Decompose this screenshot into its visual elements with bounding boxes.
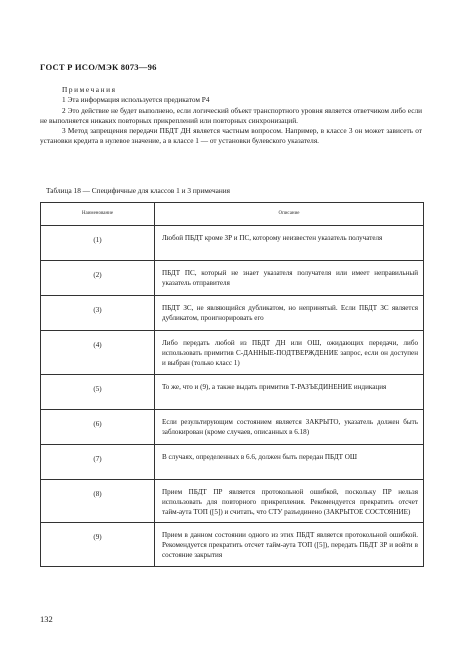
row-name: (7) bbox=[41, 444, 155, 479]
row-description: Либо передать любой из ПБДТ ДН или ОШ, ожидающих передачи, либо использовать примитив С-ДАННЫЕ-ПОДТВЕРЖДЕНИЕ запрос, если он доступен и выбран (только класс 1) bbox=[155, 331, 424, 375]
column-header-name: Наименование bbox=[41, 203, 155, 226]
table-header-row bbox=[41, 203, 424, 226]
row-description: ПБДТ ЗС, не являющийся дубликатом, но непринятый. Если ПБДТ ЗС является дубликатом, проигнорировать его bbox=[155, 296, 424, 331]
table-row bbox=[41, 296, 424, 331]
row-name: (4) bbox=[41, 331, 155, 375]
document-header: ГОСТ Р ИСО/МЭК 8073—96 bbox=[40, 62, 157, 72]
note-3: 3 Метод запрещения передачи ПБДТ ДН является частным вопросом. Например, в классе 3 он может зависеть от установки кредита в нулевое значение, а в классе 1 — от установки булевского указателя. bbox=[40, 126, 422, 146]
table-row bbox=[41, 261, 424, 296]
table-row bbox=[41, 226, 424, 261]
notes-title: Примечания bbox=[62, 85, 117, 94]
row-description: Любой ПБДТ кроме ЗР и ПС, которому неизвестен указатель получателя bbox=[155, 226, 424, 261]
row-description: Прием ПБДТ ПР является протокольной ошибкой, поскольку ПР нельзя использовать для повторного прикрепления. Рекомендуется прекратить отсчет тайм-аута ТОП ([5]) и считать, что СТУ разъединено (ЗАКРЫТОЕ СОСТОЯНИЕ) bbox=[155, 479, 424, 523]
row-name: (2) bbox=[41, 261, 155, 296]
table-row bbox=[41, 331, 424, 375]
row-description: Если результирующим состоянием является ЗАКРЫТО, указатель должен быть заблокирован (кроме случаев, описанных в 6.18) bbox=[155, 409, 424, 444]
row-name: (8) bbox=[41, 479, 155, 523]
row-description: ПБДТ ПС, который не знает указателя получателя или имеет неправильный указатель отправителя bbox=[155, 261, 424, 296]
class-notes-table bbox=[40, 202, 424, 567]
table-row bbox=[41, 479, 424, 523]
page-number: 132 bbox=[40, 614, 53, 624]
table-row bbox=[41, 444, 424, 479]
row-description: В случаях, определенных в 6.6, должен быть передан ПБДТ ОШ bbox=[155, 444, 424, 479]
note-2: 2 Это действие не будет выполнено, если логический объект транспортного уровня является ответчиком либо если не выполняется никаких повторных прикреплений или повторных синхронизаций. bbox=[40, 105, 422, 125]
table-row bbox=[41, 523, 424, 567]
row-name: (6) bbox=[41, 409, 155, 444]
table-row bbox=[41, 374, 424, 409]
row-name: (9) bbox=[41, 523, 155, 567]
row-name: (5) bbox=[41, 374, 155, 409]
column-header-description: Описание bbox=[155, 203, 424, 226]
note-1: 1 Эта информация используется предикатом Р4 bbox=[62, 95, 210, 105]
row-name: (1) bbox=[41, 226, 155, 261]
row-name: (3) bbox=[41, 296, 155, 331]
table-row bbox=[41, 409, 424, 444]
row-description: То же, что и (9), а также выдать примитив Т-РАЗЪЕДИНЕНИЕ индикация bbox=[155, 374, 424, 409]
row-description: Прием в данном состоянии одного из этих ПБДТ является протокольной ошибкой. Рекомендуется прекратить отсчет тайм-аута ТОП ([5]), передать ПБДТ ЗР и войти в состояние закрытия bbox=[155, 523, 424, 567]
table-caption: Таблица 18 — Специфичные для классов 1 и 3 примечания bbox=[46, 186, 231, 195]
notes-block bbox=[40, 85, 422, 147]
